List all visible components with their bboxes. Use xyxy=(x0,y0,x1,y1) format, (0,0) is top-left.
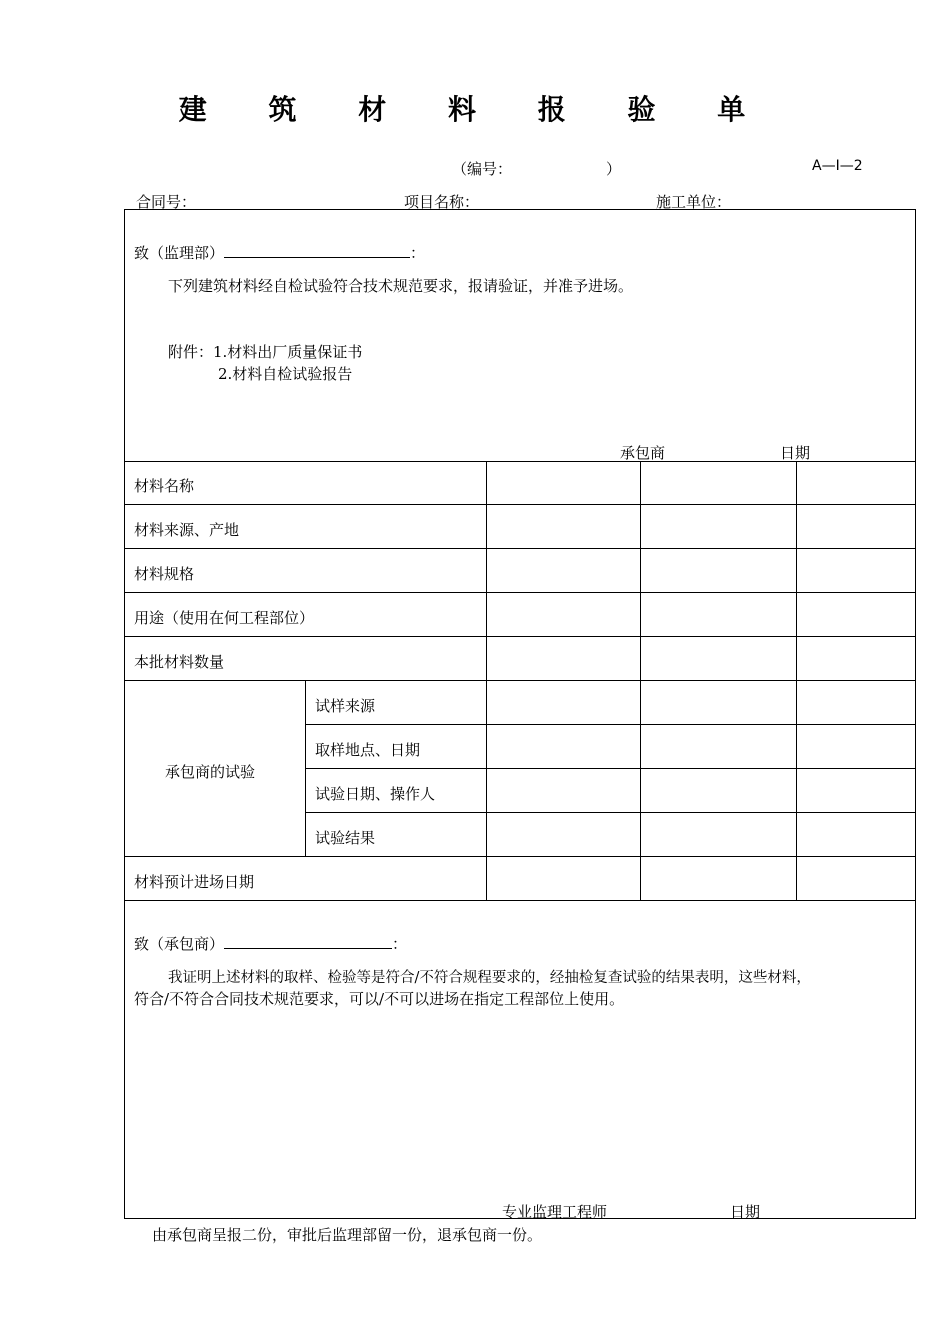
row-label-sample-source: 试样来源 xyxy=(315,697,376,715)
column-divider xyxy=(796,461,797,900)
table-bottom-line xyxy=(124,900,916,901)
project-name-label: 项目名称： xyxy=(404,193,480,211)
row-label-test-date-operator: 试验日期、操作人 xyxy=(315,785,436,803)
row-label-usage: 用途（使用在何工程部位） xyxy=(134,609,315,627)
to-supervision-line xyxy=(134,242,425,263)
attachments-label: 附件：1.材料出厂质量保证书 xyxy=(168,343,363,361)
to-contractor-label: 致（承包商） xyxy=(134,935,225,953)
supervision-blank xyxy=(224,243,410,258)
reply-body-line-1: 我证明上述材料的取样、检验等是符合/不符合规程要求的，经抽检复查试验的结果表明，这些材料， xyxy=(168,970,811,986)
row-label-quantity: 本批材料数量 xyxy=(134,653,225,671)
to-contractor-colon: ： xyxy=(392,935,408,953)
row-divider xyxy=(124,680,916,681)
row-label-test-result: 试验结果 xyxy=(315,829,376,847)
contractor-test-group-label: 承包商的试验 xyxy=(165,763,256,781)
to-supervision-label: 致（监理部） xyxy=(134,244,225,262)
column-divider xyxy=(640,461,641,900)
form-code: A—Ⅰ—2 xyxy=(812,158,863,174)
column-divider xyxy=(305,680,306,856)
row-divider xyxy=(124,636,916,637)
column-divider xyxy=(486,461,487,900)
row-divider xyxy=(124,592,916,593)
row-label-material-source: 材料来源、产地 xyxy=(134,521,240,539)
row-divider xyxy=(124,856,916,857)
reply-body-line-2: 符合/不符合合同技术规范要求，可以/不可以进场在指定工程部位上使用。 xyxy=(134,990,625,1008)
row-divider xyxy=(124,504,916,505)
row-label-material-spec: 材料规格 xyxy=(134,565,195,583)
row-divider xyxy=(305,724,916,725)
contractor-unit-label: 施工单位： xyxy=(656,193,732,211)
form-title: 建 筑 材 料 报 验 单 xyxy=(178,93,772,126)
to-contractor-line xyxy=(134,933,407,954)
serial-label: （编号： xyxy=(452,160,513,178)
serial-close: ） xyxy=(606,160,622,178)
attachment-2: 2.材料自检试验报告 xyxy=(218,365,353,383)
contractor-signature-label: 承包商 xyxy=(620,444,666,462)
contract-no-label: 合同号： xyxy=(136,193,197,211)
row-label-sampling-place-date: 取样地点、日期 xyxy=(315,741,421,759)
table-top-line xyxy=(124,461,916,462)
footer-note: 由承包商呈报二份，审批后监理部留一份，退承包商一份。 xyxy=(152,1226,543,1244)
row-divider xyxy=(124,548,916,549)
engineer-signature-label: 专业监理工程师 xyxy=(502,1203,608,1221)
row-label-material-name: 材料名称 xyxy=(134,477,195,495)
row-divider xyxy=(305,812,916,813)
reply-date-label: 日期 xyxy=(730,1203,761,1221)
to-supervision-colon: ： xyxy=(410,244,426,262)
application-body: 下列建筑材料经自检试验符合技术规范要求，报请验证，并准予进场。 xyxy=(168,277,634,295)
row-divider xyxy=(305,768,916,769)
application-date-label: 日期 xyxy=(780,444,811,462)
contractor-blank xyxy=(224,934,392,949)
row-label-arrival-date: 材料预计进场日期 xyxy=(134,873,255,891)
